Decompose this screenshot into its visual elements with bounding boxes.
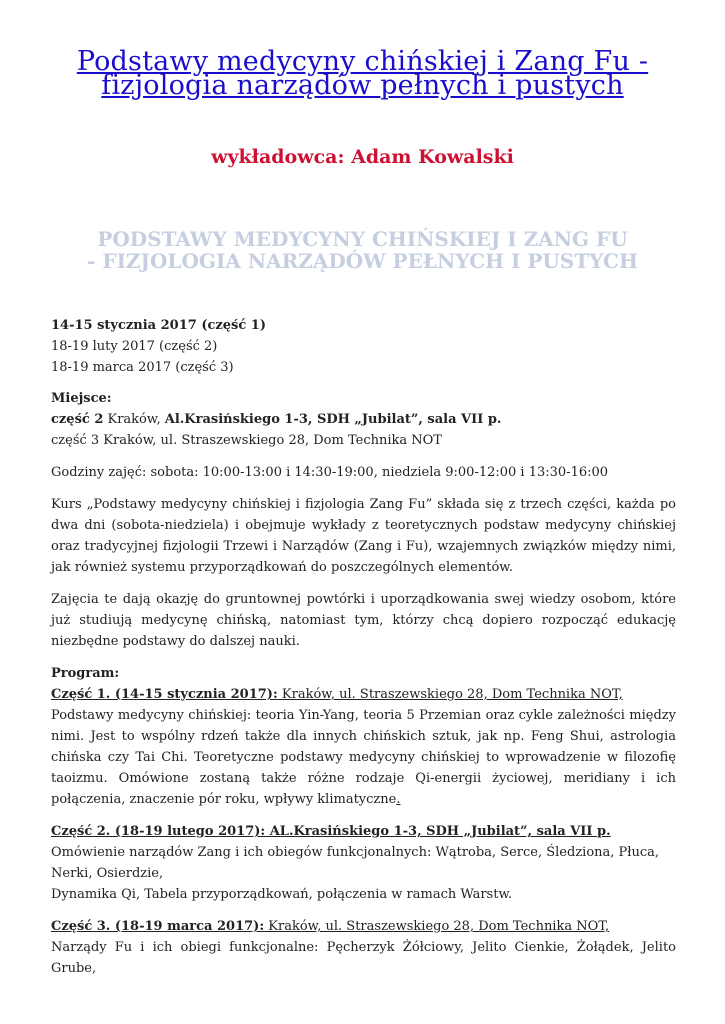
date-part-2: 18-19 luty 2017 (część 2) bbox=[51, 339, 218, 354]
location-part2-label: część 2 bbox=[51, 412, 104, 427]
page-title[interactable] bbox=[50, 46, 675, 101]
program-part2-text-1: Omówienie narządów Zang i ich obiegów funkcjonalnych: Wątroba, Serce, Śledziona, Płuca, Nerki, Osierdzie, bbox=[51, 845, 660, 881]
dates-block bbox=[51, 315, 676, 378]
date-part-3: 18-19 marca 2017 (część 3) bbox=[51, 360, 234, 375]
program-part-1 bbox=[51, 663, 676, 810]
title-line-2[interactable]: fizjologia narządów pełnych i pustych bbox=[101, 70, 624, 101]
program-part-3 bbox=[51, 916, 676, 979]
hours-text: Godziny zajęć: sobota: 10:00-13:00 i 14:30-19:00, niedziela 9:00-12:00 i 13:30-16:00 bbox=[51, 465, 609, 480]
program-part1-description bbox=[51, 705, 676, 810]
intro-paragraph-1: Kurs „Podstawy medycyny chińskiej i fizjologia Zang Fu” składa się z trzech części, każda po dwa dni (sobota-niedziela) i obejmuje wykłady z teoretycznych podstaw medycyny chińskiej oraz tradycyjnej fizjologii Trzewi i Narządów (Zang i Fu), wzajemnych związków między nimi, jak również systemu przyporządkowań do poszczególnych elementów. bbox=[51, 497, 676, 575]
program-part2-text-2: Dynamika Qi, Tabela przyporządkowań, połączenia w ramach Warstw. bbox=[51, 887, 513, 902]
title-line-1[interactable]: Podstawy medycyny chińskiej i Zang Fu - bbox=[76, 46, 649, 77]
program-part1-location: Kraków, ul. Straszewskiego 28, Dom Technika NOT, bbox=[277, 687, 623, 702]
program-heading: Program: bbox=[51, 666, 120, 681]
program-part3-label: Część 3. (18-19 marca 2017): bbox=[51, 919, 265, 934]
program-part2-label: Część 2. (18-19 lutego 2017): AL.Krasińskiego 1-3, SDH „Jubilat”, sala VII p. bbox=[51, 824, 611, 839]
location-heading: Miejsce: bbox=[51, 391, 112, 406]
program-part3-text: Narządy Fu i ich obiegi funkcjonalne: Pęcherzyk Żółciowy, Jelito Cienkie, Żołądek, Jelito Grube, bbox=[51, 940, 676, 976]
location-part3: część 3 Kraków, ul. Straszewskiego 28, Dom Technika NOT bbox=[51, 433, 442, 448]
program-part-2 bbox=[51, 821, 676, 905]
location-block bbox=[51, 388, 676, 451]
subtitle-line-1: PODSTAWY MEDYCYNY CHIŃSKIEJ I ZANG FU bbox=[97, 227, 628, 251]
program-part3-location: Kraków, ul. Straszewskiego 28, Dom Technika NOT, bbox=[264, 919, 610, 934]
location-part2-city: Kraków, bbox=[103, 412, 165, 427]
subtitle-line-2: - FIZJOLOGIA NARZĄDÓW PEŁNYCH I PUSTYCH bbox=[87, 249, 638, 273]
article-body bbox=[51, 315, 676, 979]
date-part-1: 14-15 stycznia 2017 (część 1) bbox=[51, 318, 267, 333]
program-part1-text: Podstawy medycyny chińskiej: teoria Yin-Yang, teoria 5 Przemian oraz cykle zależności między nimi. Jest to wspólny rdzeń także dla innych chińskich sztuk, jak np. Feng Shui, astrologia chińska czy Tai Chi. Teoretyczne podstawy medycyny chińskiej to wprowadzenie w filozofię taoizmu. Omówione zostaną także różne rodzaje Qi-energii życiowej, meridiany i ich połączenia, znaczenie pór roku, wpływy klimatyczne bbox=[51, 708, 676, 807]
lecturer-heading: wykładowca: Adam Kowalski bbox=[211, 146, 514, 168]
intro-paragraph-2: Zajęcia te dają okazję do gruntownej powtórki i uporządkowania swej wiedzy osobom, które już studiują medycynę chińską, natomiast tym, którzy chcą dopiero rozpocząć edukację niezbędne podstawy do dalszej nauki. bbox=[51, 592, 676, 649]
program-part1-end: . bbox=[396, 792, 401, 807]
subtitle-heading bbox=[60, 228, 665, 272]
program-part1-label: Część 1. (14-15 stycznia 2017): bbox=[51, 687, 278, 702]
location-part2-venue: Al.Krasińskiego 1-3, SDH „Jubilat”, sala VII p. bbox=[164, 412, 502, 427]
